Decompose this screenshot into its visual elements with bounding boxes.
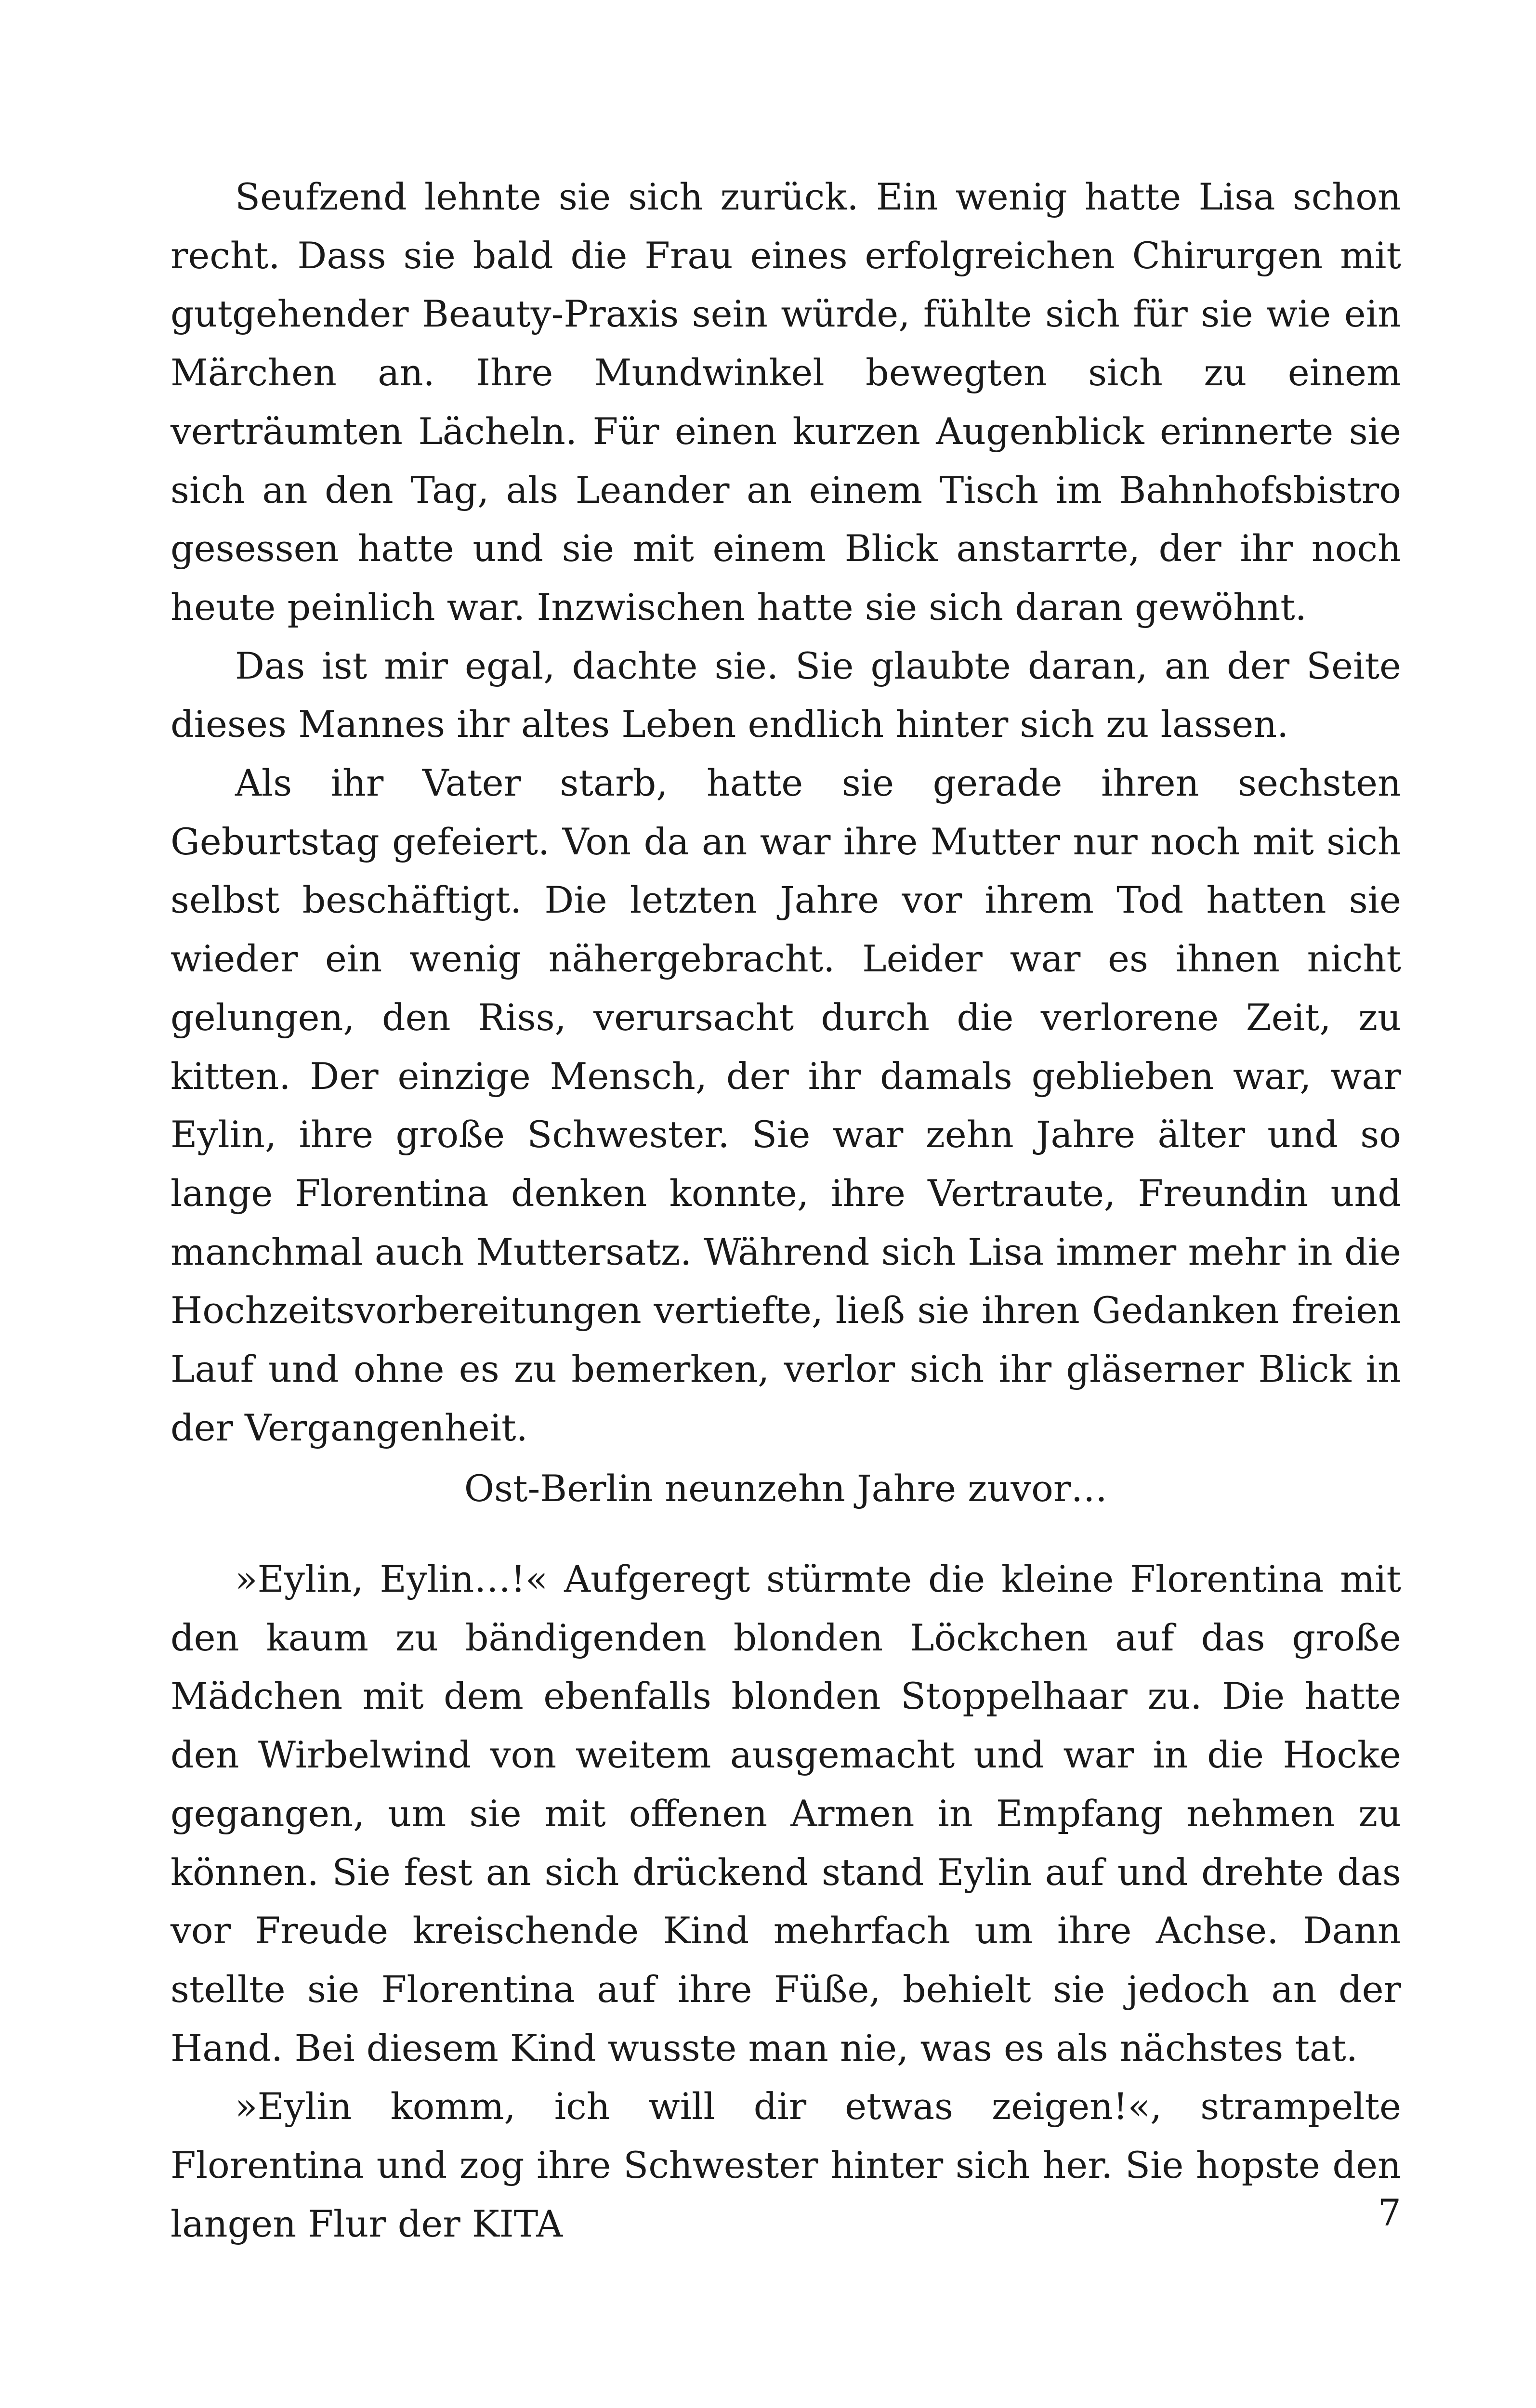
page-number: 7 (1378, 2191, 1401, 2234)
paragraph-2: Das ist mir egal, dachte sie. Sie glaubte daran, an der Seite dieses Mannes ihr altes Leben endlich hinter sich zu lassen. (171, 644, 1401, 746)
body-text-before-break (171, 168, 1401, 1457)
scene-heading: Ost-Berlin neunzehn Jahre zuvor… (464, 1467, 1108, 1510)
paragraph-5: »Eylin komm, ich will dir etwas zeigen!«, strampelte Florentina und zog ihre Schwester hinter sich her. Sie hopste den langen Flur der KITA (171, 2085, 1401, 2245)
paragraph-4: »Eylin, Eylin…!« Aufgeregt stürmte die kleine Florentina mit den kaum zu bändigenden blonden Löckchen auf das große Mädchen mit dem ebenfalls blonden Stoppelhaar zu. Die hatte den Wirbelwind von weitem ausgemacht und war in die Hocke gegangen, um sie mit offenen Armen in Empfang nehmen zu können. Sie fest an sich drückend stand Eylin auf und drehte das vor Freude kreischende Kind mehrfach um ihre Achse. Dann stellte sie Florentina auf ihre Füße, behielt sie jedoch an der Hand. Bei diesem Kind wusste man nie, was es als nächstes tat. (171, 1557, 1401, 2069)
body-text-after-break (171, 1550, 1401, 2253)
paragraph-1: Seufzend lehnte sie sich zurück. Ein wenig hatte Lisa schon recht. Dass sie bald die Frau eines erfolgreichen Chirurgen mit gutgehender Beauty-Praxis sein würde, fühlte sich für sie wie ein Märchen an. Ihre Mundwinkel bewegten sich zu einem verträumten Lächeln. Für einen kurzen Augenblick erinnerte sie sich an den Tag, als Leander an einem Tisch im Bahnhofsbistro gesessen hatte und sie mit einem Blick anstarrte, der ihr noch heute peinlich war. Inzwischen hatte sie sich daran gewöhnt. (171, 175, 1401, 628)
paragraph-3: Als ihr Vater starb, hatte sie gerade ihren sechsten Geburtstag gefeiert. Von da an war ihre Mutter nur noch mit sich selbst beschäftigt. Die letzten Jahre vor ihrem Tod hatten sie wieder ein wenig nähergebracht. Leider war es ihnen nicht gelungen, den Riss, verursacht durch die verlorene Zeit, zu kitten. Der einzige Mensch, der ihr damals geblieben war, war Eylin, ihre große Schwester. Sie war zehn Jahre älter und so lange Florentina denken konnte, ihre Vertraute, Freundin und manchmal auch Muttersatz. Während sich Lisa immer mehr in die Hochzeitsvorbereitungen vertiefte, ließ sie ihren Gedanken freien Lauf und ohne es zu bemerken, verlor sich ihr gläserner Blick in der Vergangenheit. (171, 761, 1401, 1449)
